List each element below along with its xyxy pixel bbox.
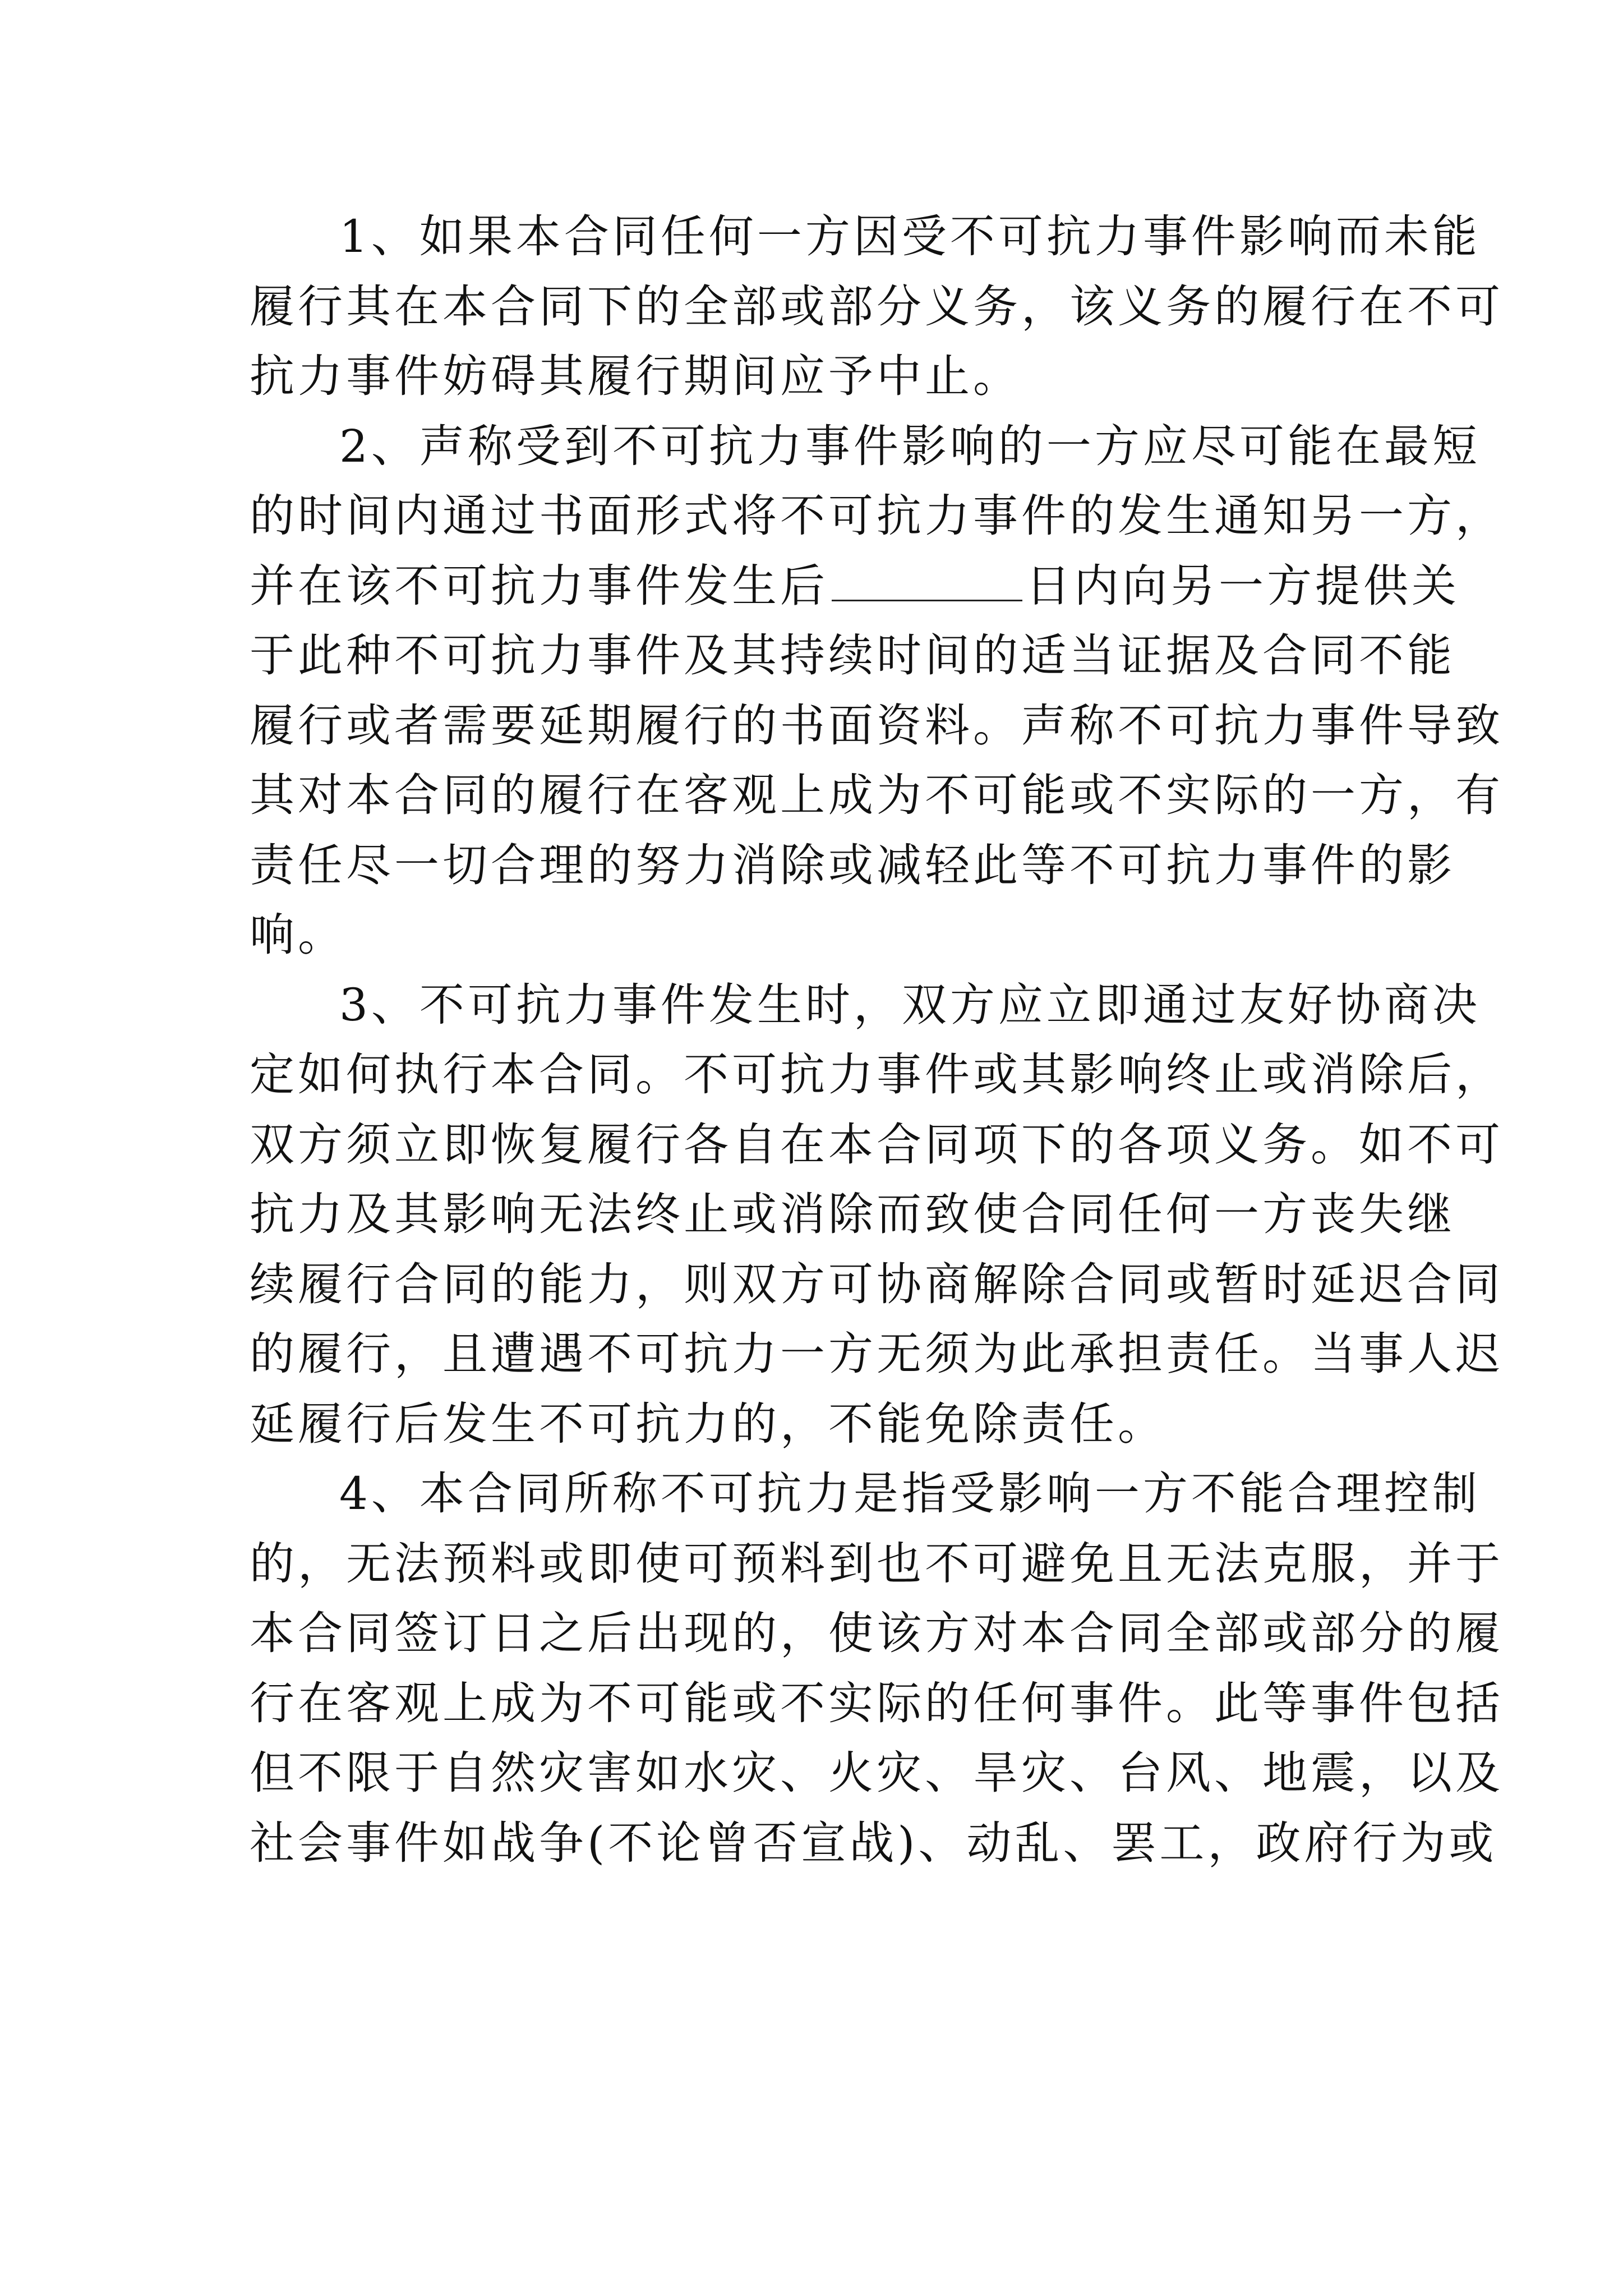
paragraph-1-line-2: 履行其在本合同下的全部或部分义务，该义务的履行在不可 xyxy=(250,280,1504,333)
contract-text xyxy=(250,202,1504,1878)
paragraph-4-line-3: 本合同签订日之后出现的，使该方对本合同全部或部分的履 xyxy=(250,1607,1504,1659)
paragraph-3-line-6: 的履行，且遭遇不可抗力一方无须为此承担责任。当事人迟 xyxy=(250,1328,1504,1380)
paragraph-2-line-2: 的时间内通过书面形式将不可抗力事件的发生通知另一方， xyxy=(250,490,1504,542)
paragraph-2-line-7: 责任尽一切合理的努力消除或减轻此等不可抗力事件的影 xyxy=(250,839,1455,891)
paragraph-3-line-5: 续履行合同的能力，则双方可协商解除合同或暂时延迟合同 xyxy=(250,1258,1504,1310)
paragraph-2-line-5: 履行或者需要延期履行的书面资料。声称不可抗力事件导致 xyxy=(250,699,1504,752)
paragraph-3-line-1: 3、不可抗力事件发生时，双方应立即通过友好协商决 xyxy=(339,978,1481,1031)
paragraph-4-line-4: 行在客观上成为不可能或不实际的任何事件。此等事件包括 xyxy=(250,1677,1504,1729)
paragraph-3-line-4: 抗力及其影响无法终止或消除而致使合同任何一方丧失继 xyxy=(250,1188,1455,1240)
paragraph-2-line-4: 于此种不可抗力事件及其持续时间的适当证据及合同不能 xyxy=(250,629,1455,682)
paragraph-2-line-8: 响。 xyxy=(250,909,346,961)
paragraph-2-line-3 xyxy=(250,551,1460,622)
paragraph-4-line-6: 社会事件如战争(不论曾否宣战)、动乱、罢工，政府行为或 xyxy=(250,1816,1497,1869)
paragraph-4-line-1: 4、本合同所称不可抗力是指受影响一方不能合理控制 xyxy=(339,1467,1481,1520)
days-blank-field[interactable] xyxy=(832,565,1022,601)
paragraph-2-line-3-part-1: 并在该不可抗力事件发生后 xyxy=(250,559,828,612)
paragraph-3-line-3: 双方须立即恢复履行各自在本合同项下的各项义务。如不可 xyxy=(250,1118,1504,1171)
paragraph-4-line-5: 但不限于自然灾害如水灾、火灾、旱灾、台风、地震，以及 xyxy=(250,1747,1504,1799)
paragraph-2-line-3-part-2: 日内向另一方提供关 xyxy=(1026,559,1460,612)
paragraph-4-line-2: 的，无法预料或即使可预料到也不可避免且无法克服，并于 xyxy=(250,1537,1504,1590)
paragraph-3-line-7: 延履行后发生不可抗力的，不能免除责任。 xyxy=(250,1397,1166,1450)
paragraph-2-line-6: 其对本合同的履行在客观上成为不可能或不实际的一方，有 xyxy=(250,769,1504,821)
paragraph-1-line-3: 抗力事件妨碍其履行期间应予中止。 xyxy=(250,350,1021,402)
paragraph-1-line-1: 1、如果本合同任何一方因受不可抗力事件影响而未能 xyxy=(339,210,1481,263)
paragraph-3-line-2: 定如何执行本合同。不可抗力事件或其影响终止或消除后， xyxy=(250,1048,1504,1101)
paragraph-2-line-1: 2、声称受到不可抗力事件影响的一方应尽可能在最短 xyxy=(339,420,1481,472)
